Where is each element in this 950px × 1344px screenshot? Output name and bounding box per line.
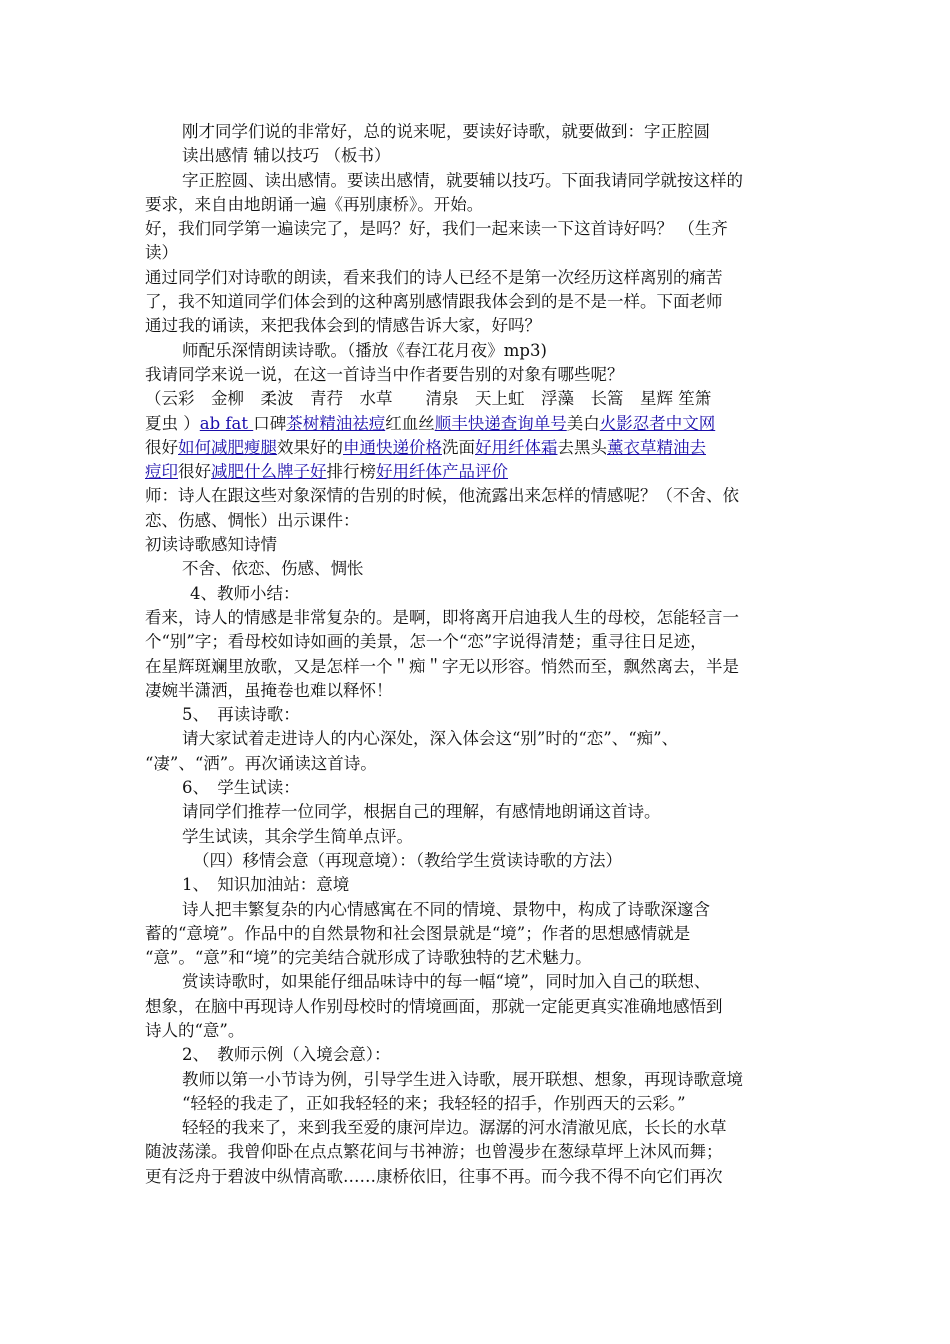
ad-link[interactable]: 茶树精油祛痘	[286, 413, 386, 433]
paragraph-line	[145, 436, 810, 460]
ad-link[interactable]: 顺丰快递查询单号	[434, 413, 567, 433]
paragraph-line: 诗人的“意”。	[145, 1020, 245, 1040]
section-heading: 2、 教师示例（入境会意）：	[182, 1045, 391, 1065]
ad-link[interactable]: 申通快递价格	[343, 437, 442, 457]
paragraph-line: 师：诗人在跟这些对象深情的告别的时候，他流露出来怎样的情感呢？（不舍、依	[145, 486, 739, 506]
text-run: 去黑头	[557, 437, 607, 457]
paragraph-line: 刚才同学们说的非常好，总的说来呢，要读好诗歌，就要做到：字正腔圆	[182, 122, 710, 141]
section-heading: 6、 学生试读：	[182, 778, 300, 798]
paragraph-line: 凄婉半潇洒，虽掩卷也难以释怀！	[145, 680, 393, 700]
section-heading: 1、 知识加油站：意境	[182, 875, 350, 895]
paragraph-line: 想象，在脑中再现诗人作别母校时的情境画面，那就一定能更真实准确地感悟到	[145, 996, 723, 1016]
ad-link[interactable]: 好用纤体霜	[475, 437, 558, 457]
paragraph-line: 不舍、依恋、伤感、惆怅	[182, 559, 364, 579]
section-heading: 初读诗歌感知诗情	[145, 535, 277, 555]
text-run: 夏虫 ）	[145, 413, 200, 433]
ad-link[interactable]: 火影忍者中文网	[599, 413, 716, 433]
paragraph-line: 个“别”字；看母校如诗如画的美景，怎一个“恋”字说得清楚；重寻往日足迹，	[145, 632, 707, 652]
paragraph-line: 了，我不知道同学们体会到的这种离别感情跟我体会到的是不是一样。下面老师	[145, 292, 723, 312]
ad-link[interactable]: ab fat	[199, 413, 254, 433]
text-run: 很好	[178, 462, 211, 482]
paragraph-line: 我请同学来说一说，在这一首诗当中作者要告别的对象有哪些呢？	[145, 364, 624, 384]
paragraph-line: 诗人把丰繁复杂的内心情感寓在不同的情境、景物中，构成了诗歌深邃含	[182, 899, 710, 919]
section-heading: （四）移情会意（再现意境）：（教给学生赏读诗歌的方法）	[193, 850, 622, 870]
ad-link[interactable]: 减肥什么牌子好	[211, 462, 327, 482]
text-run: 美白	[566, 413, 600, 433]
paragraph-line: 请同学们推荐一位同学，根据自己的理解，有感情地朗诵这首诗。	[182, 802, 661, 822]
ad-link[interactable]: 如何减肥瘦腿	[178, 437, 277, 457]
paragraph-line: 教师以第一小节诗为例，引导学生进入诗歌，展开联想、想象，再现诗歌意境	[182, 1069, 743, 1089]
paragraph-line: 读）	[145, 243, 178, 263]
section-heading: 4、教师小结：	[190, 583, 300, 603]
paragraph-line: 通过我的诵读，来把我体会到的情感告诉大家，好吗？	[145, 316, 541, 336]
paragraph-line: 蓄的“意境”。作品中的自然景物和社会图景就是“境”；作者的思想感情就是	[145, 923, 691, 943]
text-run: 效果好的	[277, 437, 343, 457]
paragraph-line: 字正腔圆、读出感情。要读出感情，就要辅以技巧。下面我请同学就按这样的	[182, 170, 743, 190]
text-run: 很好	[145, 437, 178, 457]
paragraph-line: 好，我们同学第一遍读完了，是吗？好，我们一起来读一下这首诗好吗？ （生齐	[145, 219, 728, 239]
text-run: 排行榜	[326, 462, 376, 482]
paragraph-line: 恋、伤感、惆怅）出示课件：	[145, 510, 360, 530]
paragraph-line: 赏读诗歌时，如果能仔细品味诗中的每一幅“境”，同时加入自己的联想、	[182, 972, 711, 992]
paragraph-line	[145, 460, 810, 484]
text-run: 口碑	[253, 413, 287, 433]
paragraph-line: “凄”、“洒”。再次诵读这首诗。	[145, 753, 377, 773]
document-body	[145, 120, 810, 1189]
paragraph-line: 要求，来自由地朗诵一遍《再别康桥》。开始。	[145, 194, 484, 214]
paragraph-line: 师配乐深情朗读诗歌。（播放《春江花月夜》mp3)	[182, 340, 547, 360]
ad-link[interactable]: 痘印	[145, 462, 178, 482]
paragraph-line: 轻轻的我来了，来到我至爱的康河岸边。潺潺的河水清澈见底，长长的水草	[182, 1118, 727, 1138]
ad-link[interactable]: 薰衣草精油去	[607, 437, 706, 457]
paragraph-line: “意”。“意”和“境”的完美结合就形成了诗歌独特的艺术魅力。	[145, 948, 592, 968]
section-heading: 5、 再读诗歌：	[182, 705, 300, 725]
paragraph-line: 在星辉斑斓里放歌，又是怎样一个＂痴＂字无以形容。悄然而至，飘然离去，半是	[145, 656, 739, 676]
paragraph-line: 请大家试着走进诗人的内心深处，深入体会这“别”时的“恋”、“痴”、	[182, 729, 679, 749]
paragraph-line: 看来，诗人的情感是非常复杂的。是啊，即将离开启迪我人生的母校，怎能轻言一	[145, 607, 739, 627]
paragraph-line: 更有泛舟于碧波中纵情高歌……康桥依旧，往事不再。而今我不得不向它们再次	[145, 1166, 723, 1186]
paragraph-line	[145, 412, 810, 436]
ad-link[interactable]: 好用纤体产品评价	[376, 462, 508, 482]
paragraph-line: 学生试读，其余学生简单点评。	[182, 826, 413, 846]
paragraph-line: 读出感情 辅以技巧 （板书）	[182, 146, 391, 166]
text-run: 红血丝	[385, 413, 435, 433]
paragraph-line: 随波荡漾。我曾仰卧在点点繁花间与书神游；也曾漫步在葱绿草坪上沐风而舞；	[145, 1142, 723, 1162]
paragraph-line: （云彩 金柳 柔波 青荇 水草 清泉 天上虹 浮藻 长篙 星辉 笙箫	[145, 389, 712, 409]
paragraph-line: 通过同学们对诗歌的朗读，看来我们的诗人已经不是第一次经历这样离别的痛苦	[145, 267, 723, 287]
poem-quote: “轻轻的我走了，正如我轻轻的来；我轻轻的招手，作别西天的云彩。”	[182, 1093, 686, 1113]
text-run: 洗面	[442, 437, 475, 457]
